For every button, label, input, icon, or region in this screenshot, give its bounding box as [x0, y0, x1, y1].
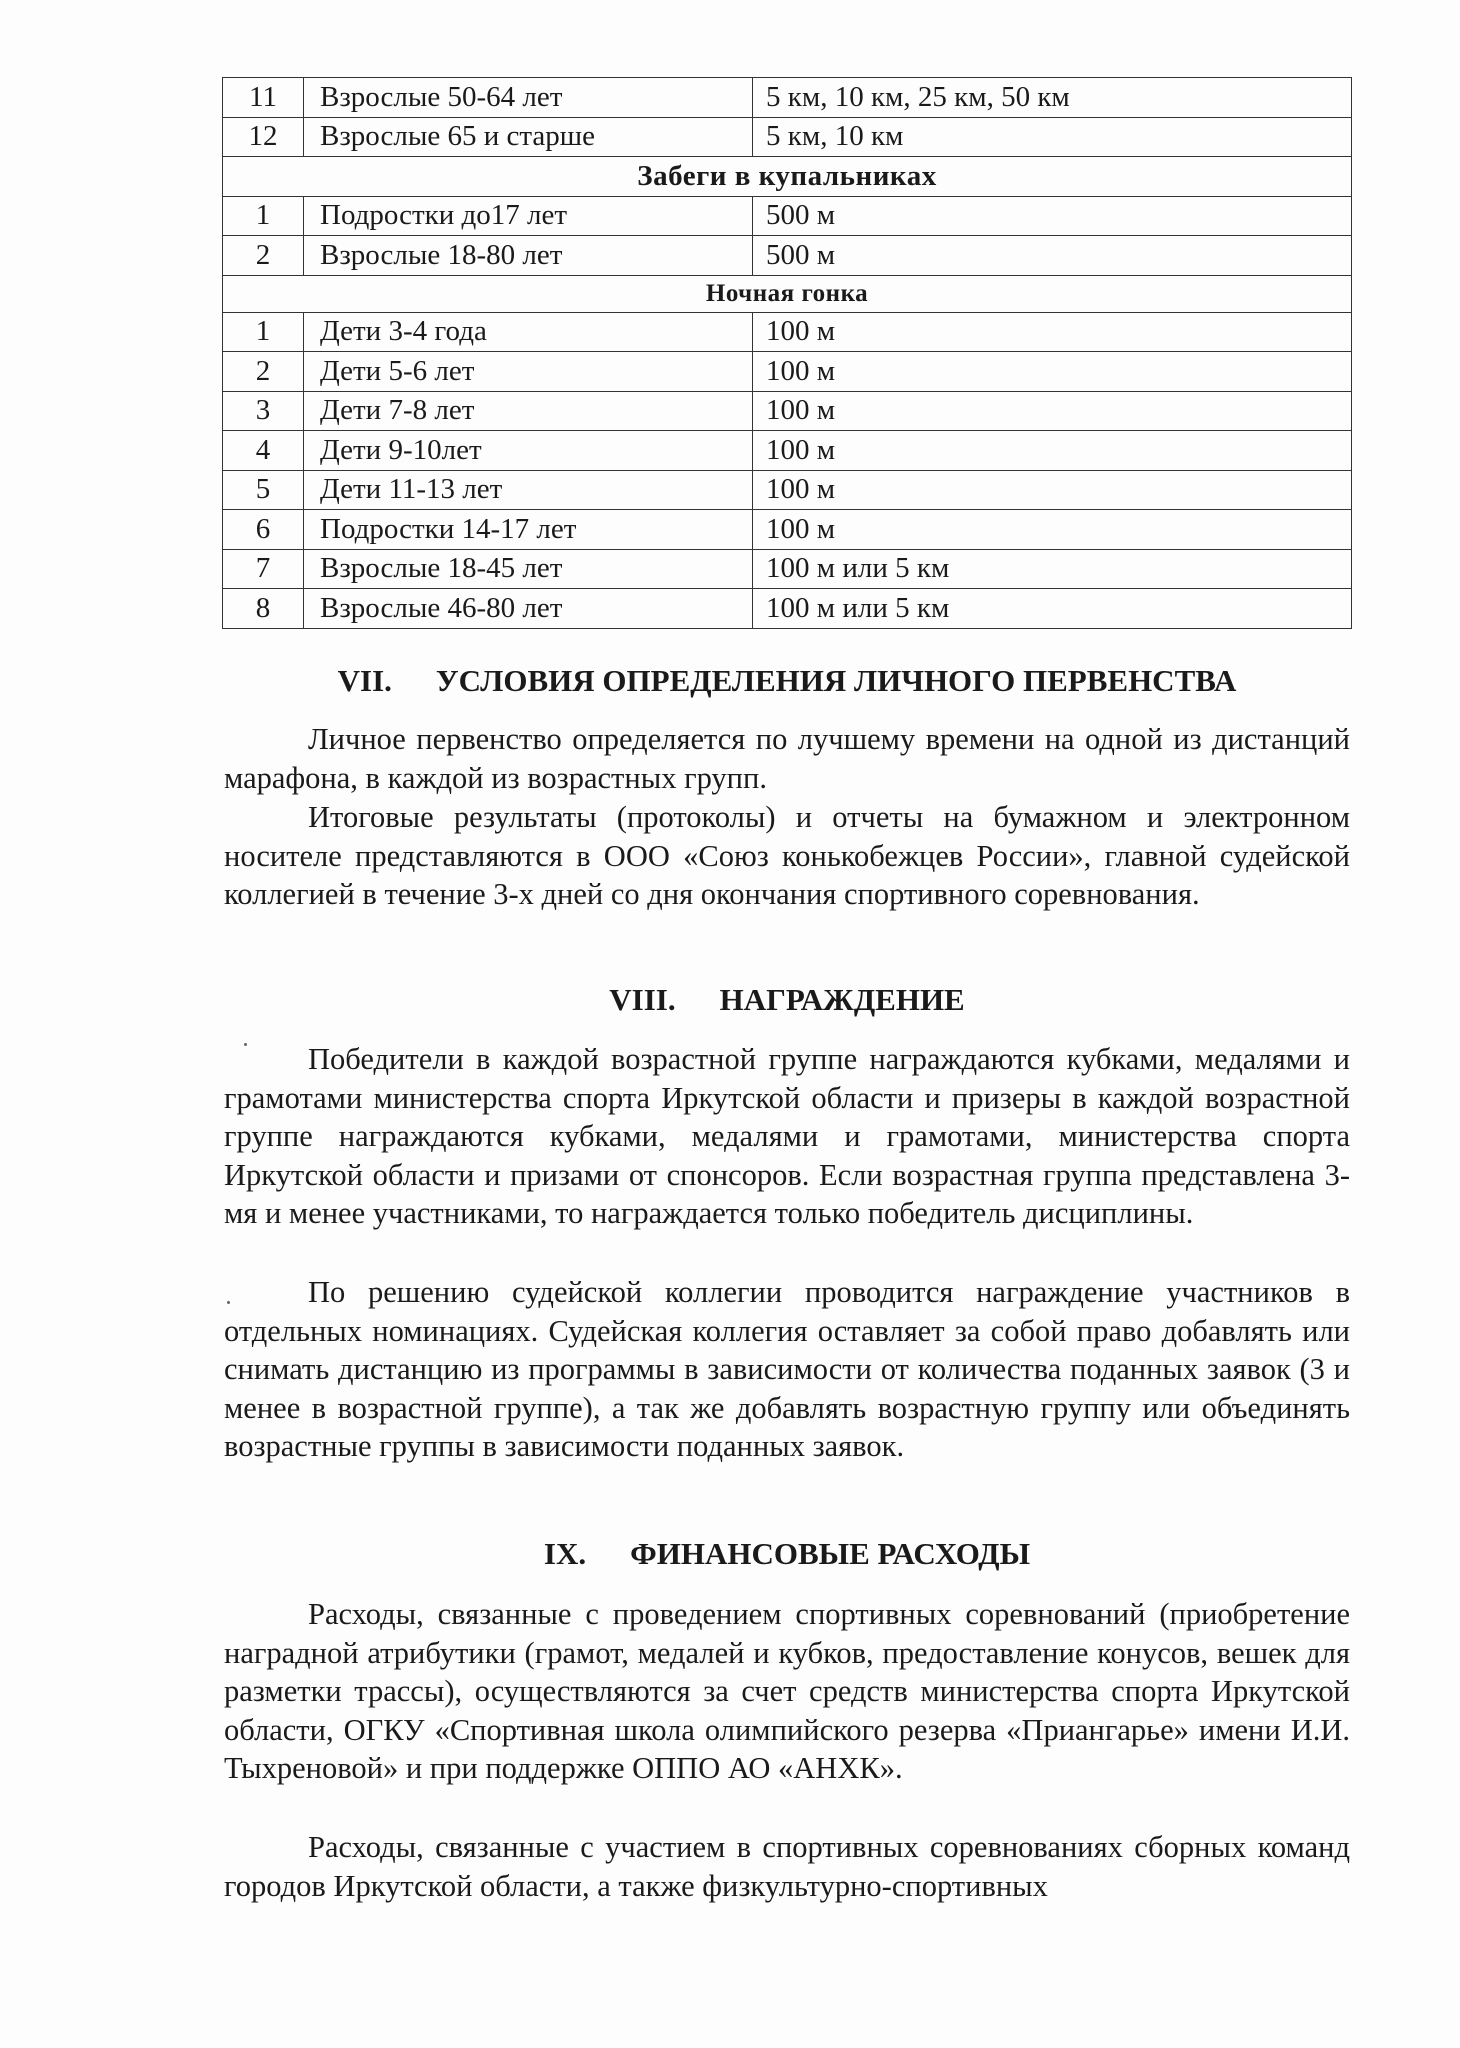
section-7-paragraph-1: Личное первенство определяется по лучшему времени на одной из дистанций марафона, в каждой из возрастных групп.	[224, 722, 1350, 795]
age-group-cell: Подростки до17 лет	[304, 196, 753, 236]
section-9-heading	[222, 1538, 1352, 1569]
section-8-paragraph-1: Победители в каждой возрастной группе награждаются кубками, медалями и грамотами министерства спорта Иркутской области и призеры в каждой возрастной группе награждаются кубками, медалями и грамотами, министерства спорта Иркутской области и призами от спонсоров. Если возрастная группа представлена 3-мя и менее участниками, то награждается только победитель дисциплины.	[224, 1042, 1350, 1231]
age-group-cell: Дети 5-6 лет	[304, 352, 753, 392]
table-row	[223, 78, 1352, 118]
table-section-row	[223, 157, 1352, 197]
row-number: 3	[223, 391, 304, 431]
row-number: 6	[223, 510, 304, 550]
table-row	[223, 196, 1352, 236]
distance-cell: 100 м или 5 км	[753, 589, 1352, 629]
table-row	[223, 549, 1352, 589]
distance-cell: 100 м	[753, 352, 1352, 392]
age-group-cell: Дети 11-13 лет	[304, 470, 753, 510]
distance-cell: 100 м	[753, 510, 1352, 550]
section-7-number: VII.	[337, 663, 392, 698]
distance-cell: 5 км, 10 км, 25 км, 50 км	[753, 78, 1352, 118]
section-8-paragraph-2: По решению судейской коллегии проводится награждение участников в отдельных номинациях. Судейская коллегия оставляет за собой право добавлять или снимать дистанцию из программы в зависимости от количества поданных заявок (3 и менее в возрастной группе), а так же добавлять возрастную группу или объединять возрастные группы в зависимости поданных заявок.	[224, 1275, 1350, 1464]
distance-cell: 100 м или 5 км	[753, 549, 1352, 589]
age-group-cell: Подростки 14-17 лет	[304, 510, 753, 550]
distance-cell: 5 км, 10 км	[753, 117, 1352, 157]
row-number: 11	[223, 78, 304, 118]
scan-speck	[244, 1043, 247, 1046]
age-group-cell: Дети 7-8 лет	[304, 391, 753, 431]
age-group-cell: Взрослые 65 и старше	[304, 117, 753, 157]
distance-cell: 100 м	[753, 312, 1352, 352]
row-number: 8	[223, 589, 304, 629]
table-row	[223, 510, 1352, 550]
age-group-cell: Взрослые 50-64 лет	[304, 78, 753, 118]
age-group-cell: Дети 9-10лет	[304, 431, 753, 471]
section-7-heading	[222, 665, 1352, 696]
distance-cell: 100 м	[753, 431, 1352, 471]
age-groups-table	[222, 77, 1352, 629]
table-row	[223, 352, 1352, 392]
row-number: 4	[223, 431, 304, 471]
table-row	[223, 391, 1352, 431]
section-8-title: НАГРАЖДЕНИЕ	[719, 982, 965, 1017]
section-9-paragraph-2: Расходы, связанные с участием в спортивных соревнованиях сборных команд городов Иркутской области, а также физкультурно-спортивных	[224, 1830, 1350, 1903]
row-number: 2	[223, 352, 304, 392]
section-8-heading	[222, 984, 1352, 1015]
table-row	[223, 470, 1352, 510]
row-number: 1	[223, 312, 304, 352]
section-7-paragraph-2: Итоговые результаты (протоколы) и отчеты на бумажном и электронном носителе представляются в ООО «Союз конькобежцев России», главной судейской коллегией в течение 3-х дней со дня окончания спортивного соревнования.	[224, 800, 1350, 912]
distance-cell: 500 м	[753, 236, 1352, 276]
section-night-heading: Ночная гонка	[223, 275, 1352, 312]
section-9-number: IX.	[543, 1536, 587, 1571]
table-section-row	[223, 275, 1352, 312]
row-number: 12	[223, 117, 304, 157]
age-group-cell: Взрослые 18-45 лет	[304, 549, 753, 589]
row-number: 2	[223, 236, 304, 276]
row-number: 7	[223, 549, 304, 589]
table-row	[223, 431, 1352, 471]
table-row	[223, 312, 1352, 352]
age-group-cell: Дети 3-4 года	[304, 312, 753, 352]
section-9-paragraph-1: Расходы, связанные с проведением спортивных соревнований (приобретение наградной атрибутики (грамот, медалей и кубков, предоставление конусов, вешек для разметки трассы), осуществляются за счет средств министерства спорта Иркутской области, ОГКУ «Спортивная школа олимпийского резерва «Приангарье» имени И.И. Тыхреновой» и при поддержке ОППО АО «АНХК».	[224, 1597, 1350, 1786]
table-row	[223, 236, 1352, 276]
section-8-number: VIII.	[609, 982, 676, 1017]
distance-cell: 500 м	[753, 196, 1352, 236]
age-group-cell: Взрослые 46-80 лет	[304, 589, 753, 629]
section-swimsuit-heading: Забеги в купальниках	[223, 157, 1352, 197]
distance-cell: 100 м	[753, 391, 1352, 431]
section-9-title: ФИНАНСОВЫЕ РАСХОДЫ	[630, 1536, 1031, 1571]
section-7-title: УСЛОВИЯ ОПРЕДЕЛЕНИЯ ЛИЧНОГО ПЕРВЕНСТВА	[435, 663, 1237, 698]
age-group-cell: Взрослые 18-80 лет	[304, 236, 753, 276]
table-row	[223, 117, 1352, 157]
row-number: 1	[223, 196, 304, 236]
row-number: 5	[223, 470, 304, 510]
scan-speck	[227, 1301, 230, 1304]
table-row	[223, 589, 1352, 629]
distance-cell: 100 м	[753, 470, 1352, 510]
